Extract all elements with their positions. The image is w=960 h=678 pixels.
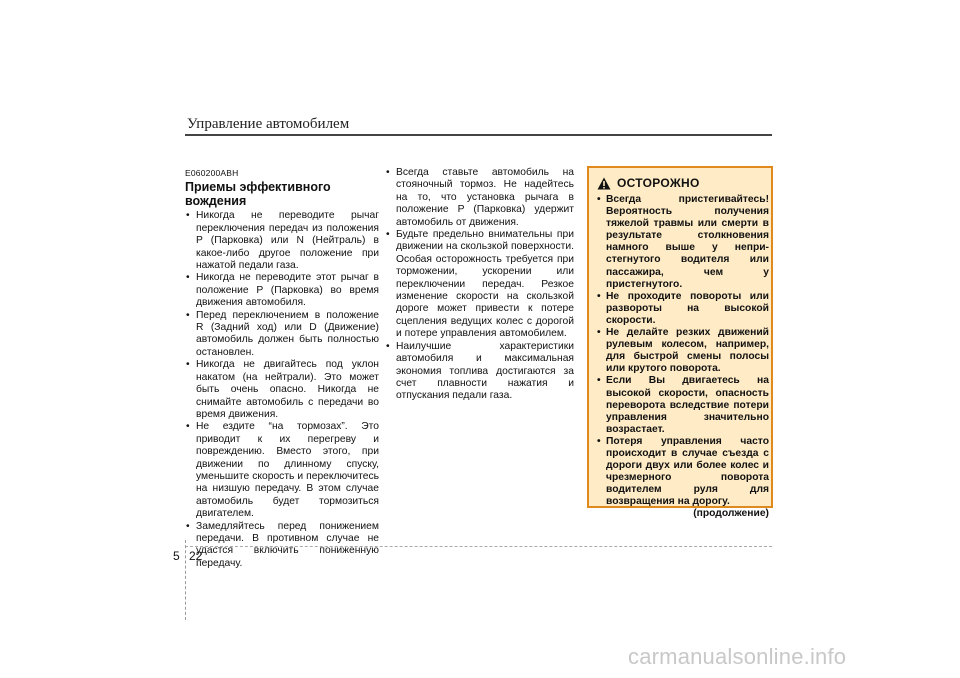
section-heading: Приемы эффективного вождения	[185, 180, 331, 208]
list-item: • Никогда не переводите рычаг переключения передач из положения P (Парковка) или N (Нейтраль) в какое-либо другое положение при нажатой педали газа.	[185, 210, 379, 272]
continued-label: (продолжение)	[693, 508, 769, 520]
list-item: • Всегда ставьте автомобиль на стояночный тормоз. Не надейтесь на то, что установка рычага в положение P (Парковка) удержит автомобиль от движения.	[385, 167, 574, 229]
list-item: • Никогда не переводите этот рычаг в положение P (Парковка) во время движения автомобиля.	[185, 272, 379, 309]
chapter-number: 5	[173, 549, 180, 563]
list-item: • Не проходите повороты или развороты на высокой скорости.	[596, 291, 769, 327]
list-item: • Никогда не двигайтесь под уклон накатом (на нейтрали). Это может быть очень опасно. Никогда не снимайте автомобиль с передачи во время движения.	[185, 359, 379, 421]
warning-triangle-icon	[597, 177, 611, 190]
list-item: • Если Вы двигаетесь на высокой скорости, опасность переворота вследствие потери управления значительно возрастает.	[596, 375, 769, 435]
warning-bullet-list	[596, 194, 769, 508]
watermark: carmanualsonline.info	[628, 644, 847, 669]
left-column	[185, 167, 379, 570]
middle-bullet-list	[385, 167, 574, 403]
list-item: • Не ездите “на тормозах”. Это приводит к их перегреву и повреждению. Вместо этого, при движении по длинному спуску, уменьшите скорость и переключитесь на низшую передачу. В этом случае автомобиль будет тормозиться двигателем.	[185, 421, 379, 520]
list-item: • Перед переключением в положение R (Задний ход) или D (Движение) автомобиль должен быть полностью остановлен.	[185, 310, 379, 360]
list-item: • Замедляйтесь перед понижением передачи. В противном случае не удастся включить пониженную передачу.	[185, 521, 379, 571]
list-item: • Потеря управления часто происходит в случае съезда с дороги двух или более колес и чрезмерного поворота водителем руля для возвращения на дорогу.	[596, 436, 769, 509]
warning-box	[587, 166, 773, 520]
header-rule	[185, 134, 772, 136]
list-item: • Всегда пристегивайтесь! Вероятность получения тяжелой травмы или смерти в результате столкновения намного выше у непри-стегнутого водителя или пассажира, чем у пристегнутого.	[596, 194, 769, 291]
page-number: 22	[189, 549, 203, 563]
warning-title: ОСТОРОЖНО	[617, 176, 700, 190]
list-item: • Наилучшие характеристики автомобиля и максимальная экономия топлива достигаются за счет плавности нажатия и отпускания педали газа.	[385, 341, 574, 403]
page-header-title: Управление автомобилем	[187, 116, 350, 132]
section-code: E060200ABH	[185, 168, 239, 178]
footer-rule	[185, 546, 772, 547]
list-item: • Не делайте резких движений рулевым колесом, например, для быстрой смены полосы или крутого поворота.	[596, 327, 769, 375]
list-item: • Будьте предельно внимательны при движении на скользкой поверхности. Особая осторожность требуется при торможении, ускорении или переключении передач. Резкое изменение скорости на скользкой дороге может привести к потере сцепления ведущих колес с дорогой и потере управления автомобилем.	[385, 229, 574, 341]
footer-margin-line	[185, 540, 186, 620]
warning-header	[597, 176, 700, 190]
middle-column	[385, 167, 574, 403]
left-bullet-list	[185, 210, 379, 570]
